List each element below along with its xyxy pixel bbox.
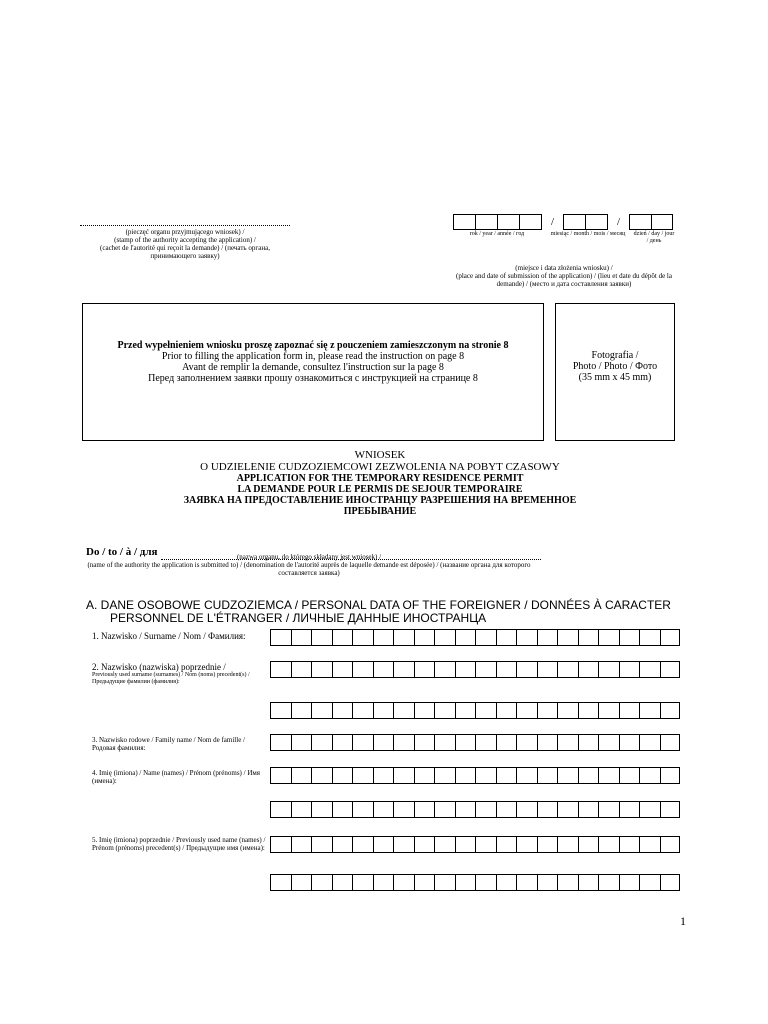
letter-cell[interactable] <box>557 836 578 853</box>
letter-cell[interactable] <box>352 767 373 784</box>
letter-cell[interactable] <box>496 801 517 818</box>
letter-cell[interactable] <box>557 661 578 678</box>
letter-cell[interactable] <box>270 734 291 751</box>
instruction-box <box>82 303 544 441</box>
letter-cell[interactable] <box>619 734 640 751</box>
letter-cell[interactable] <box>639 661 660 678</box>
year-label: rok / year / année / год <box>469 231 525 237</box>
letter-cell[interactable] <box>373 767 394 784</box>
letter-cell[interactable] <box>291 801 312 818</box>
letter-cell[interactable] <box>639 836 660 853</box>
recipient-sublabel <box>84 553 534 577</box>
day-cell[interactable] <box>651 214 673 230</box>
letter-cell[interactable] <box>352 661 373 678</box>
previous-first-name-grid-2[interactable] <box>270 874 680 891</box>
letter-cell[interactable] <box>598 661 619 678</box>
letter-cell[interactable] <box>598 702 619 719</box>
photo-box[interactable] <box>555 303 675 441</box>
instruction-en: Prior to filling the application form in, please read the instruction on page 8 <box>161 351 465 362</box>
photo-size: (35 mm x 45 mm) <box>578 372 652 383</box>
title-fr: LA DEMANDE POUR LE PERMIS DE SEJOUR TEMPORAIRE <box>237 484 523 495</box>
letter-cell[interactable] <box>578 661 599 678</box>
letter-cell[interactable] <box>270 629 291 646</box>
letter-cell[interactable] <box>455 767 476 784</box>
letter-cell[interactable] <box>455 661 476 678</box>
recipient-sub-2: (name of the authority the application is submitted to) / (denomination de l'autorité auprès de laquelle demande est déposée) / (название органа для которого составляется заявка) <box>87 561 531 577</box>
letter-cell[interactable] <box>393 874 414 891</box>
letter-cell[interactable] <box>537 767 558 784</box>
letter-cell[interactable] <box>455 702 476 719</box>
letter-cell[interactable] <box>639 702 660 719</box>
instruction-ru: Перед заполнением заявки прошу ознакомиться с инструкцией на странице 8 <box>148 373 478 384</box>
letter-cell[interactable] <box>660 702 681 719</box>
previous-first-name-label-text: 5. Imię (imiona) poprzednie / Previously used name (names) / Prénom (prénoms) precedent(s) / Предыдущие имя (имена): <box>92 836 266 852</box>
year-cell[interactable] <box>453 214 475 230</box>
stamp-label-pl: (pieczęć organu przyjmującego wniosek) / <box>125 228 245 236</box>
photo-label-1: Fotografia / <box>591 350 639 361</box>
date-separator: / <box>541 214 563 230</box>
letter-cell[interactable] <box>660 734 681 751</box>
letter-cell[interactable] <box>475 661 496 678</box>
letter-cell[interactable] <box>557 629 578 646</box>
letter-cell[interactable] <box>291 767 312 784</box>
letter-cell[interactable] <box>434 629 455 646</box>
first-name-grid-2[interactable] <box>270 801 680 818</box>
first-name-label-text: 4. Imię (imiona) / Name (names) / Prénom (prénoms) / Имя (имена): <box>92 769 261 785</box>
letter-cell[interactable] <box>393 661 414 678</box>
letter-cell[interactable] <box>352 801 373 818</box>
previous-surname-label-text: 2. Nazwisko (nazwiska) poprzednie / <box>92 662 226 672</box>
title-en: APPLICATION FOR THE TEMPORARY RESIDENCE PERMIT <box>236 473 524 484</box>
month-cell[interactable] <box>585 214 607 230</box>
year-cell[interactable] <box>475 214 497 230</box>
letter-cell[interactable] <box>496 767 517 784</box>
letter-cell[interactable] <box>598 734 619 751</box>
surname-grid[interactable] <box>270 629 680 646</box>
letter-cell[interactable] <box>373 734 394 751</box>
letter-cell[interactable] <box>352 874 373 891</box>
letter-cell[interactable] <box>393 734 414 751</box>
letter-cell[interactable] <box>475 836 496 853</box>
letter-cell[interactable] <box>639 734 660 751</box>
surname-label <box>92 631 267 641</box>
recipient-label: Do / to / à / для <box>86 546 158 558</box>
letter-cell[interactable] <box>311 801 332 818</box>
letter-cell[interactable] <box>414 801 435 818</box>
letter-cell[interactable] <box>455 629 476 646</box>
title-ru-2: ПРЕБЫВАНИЕ <box>343 506 417 517</box>
day-cell[interactable] <box>629 214 651 230</box>
letter-cell[interactable] <box>537 702 558 719</box>
letter-cell[interactable] <box>434 767 455 784</box>
letter-cell[interactable] <box>393 702 414 719</box>
month-cell[interactable] <box>563 214 585 230</box>
letter-cell[interactable] <box>537 734 558 751</box>
section-a-line2: PERSONNEL DE L'ÉTRANGER / ЛИЧНЫЕ ДАННЫЕ ИНОСТРАНЦА <box>110 611 487 625</box>
letter-cell[interactable] <box>557 767 578 784</box>
letter-cell[interactable] <box>270 767 291 784</box>
stamp-line <box>80 220 290 226</box>
photo-text <box>556 350 674 383</box>
form-title <box>80 449 680 517</box>
letter-cell[interactable] <box>475 629 496 646</box>
letter-cell[interactable] <box>639 874 660 891</box>
family-name-grid[interactable] <box>270 734 680 751</box>
letter-cell[interactable] <box>537 874 558 891</box>
letter-cell[interactable] <box>475 767 496 784</box>
letter-cell[interactable] <box>455 874 476 891</box>
instruction-text <box>83 340 543 384</box>
year-cell[interactable] <box>519 214 541 230</box>
letter-cell[interactable] <box>455 801 476 818</box>
letter-cell[interactable] <box>332 801 353 818</box>
previous-surname-grid-2[interactable] <box>270 702 680 719</box>
previous-surname-grid-1[interactable] <box>270 661 680 678</box>
letter-cell[interactable] <box>270 836 291 853</box>
letter-cell[interactable] <box>537 836 558 853</box>
letter-cell[interactable] <box>270 801 291 818</box>
letter-cell[interactable] <box>311 767 332 784</box>
letter-cell[interactable] <box>434 836 455 853</box>
letter-cell[interactable] <box>393 629 414 646</box>
date-labels <box>453 231 675 261</box>
letter-cell[interactable] <box>578 767 599 784</box>
letter-cell[interactable] <box>619 629 640 646</box>
letter-cell[interactable] <box>516 874 537 891</box>
letter-cell[interactable] <box>516 661 537 678</box>
letter-cell[interactable] <box>557 702 578 719</box>
letter-cell[interactable] <box>393 836 414 853</box>
letter-cell[interactable] <box>332 767 353 784</box>
letter-cell[interactable] <box>332 661 353 678</box>
letter-cell[interactable] <box>578 836 599 853</box>
letter-cell[interactable] <box>496 874 517 891</box>
letter-cell[interactable] <box>598 874 619 891</box>
letter-cell[interactable] <box>619 661 640 678</box>
place-date-line2: (place and date of submission of the application) / (lieu et date du dépôt de la demande) / (место и дата составления заявки) <box>456 272 672 288</box>
letter-cell[interactable] <box>619 836 640 853</box>
section-a-line1: A. DANE OSOBOWE CUDZOZIEMCA / PERSONAL DATA OF THE FOREIGNER / DONNÉES À CARACTER <box>86 598 671 612</box>
letter-cell[interactable] <box>311 702 332 719</box>
letter-cell[interactable] <box>537 801 558 818</box>
stamp-area <box>80 220 290 260</box>
month-label: miesiąc / month / mois / месяц <box>550 231 626 237</box>
letter-cell[interactable] <box>660 801 681 818</box>
letter-cell[interactable] <box>270 874 291 891</box>
letter-cell[interactable] <box>619 874 640 891</box>
first-name-label <box>92 769 267 785</box>
letter-cell[interactable] <box>311 629 332 646</box>
letter-cell[interactable] <box>639 767 660 784</box>
letter-cell[interactable] <box>516 702 537 719</box>
letter-cell[interactable] <box>393 801 414 818</box>
letter-cell[interactable] <box>414 874 435 891</box>
page-number: 1 <box>680 914 686 928</box>
letter-cell[interactable] <box>578 734 599 751</box>
letter-cell[interactable] <box>598 836 619 853</box>
letter-cell[interactable] <box>352 702 373 719</box>
letter-cell[interactable] <box>332 734 353 751</box>
letter-cell[interactable] <box>598 629 619 646</box>
letter-cell[interactable] <box>332 629 353 646</box>
letter-cell[interactable] <box>619 702 640 719</box>
letter-cell[interactable] <box>639 801 660 818</box>
letter-cell[interactable] <box>311 836 332 853</box>
letter-cell[interactable] <box>496 836 517 853</box>
date-grid[interactable] <box>453 214 673 230</box>
previous-surname-sublabel: Previously used surname (surnames) / Nom (noms) precedent(s) / Предыдущие фамилии (фамилия): <box>92 672 250 685</box>
letter-cell[interactable] <box>475 734 496 751</box>
letter-cell[interactable] <box>496 702 517 719</box>
previous-surname-label <box>92 662 267 686</box>
letter-cell[interactable] <box>578 702 599 719</box>
letter-cell[interactable] <box>291 734 312 751</box>
letter-cell[interactable] <box>557 734 578 751</box>
letter-cell[interactable] <box>660 629 681 646</box>
letter-cell[interactable] <box>516 767 537 784</box>
surname-label-text: 1. Nazwisko / Surname / Nom / Фамилия: <box>92 631 246 641</box>
letter-cell[interactable] <box>393 767 414 784</box>
previous-first-name-label <box>92 836 267 852</box>
letter-cell[interactable] <box>557 801 578 818</box>
previous-first-name-grid-1[interactable] <box>270 836 680 853</box>
letter-cell[interactable] <box>270 661 291 678</box>
letter-cell[interactable] <box>475 801 496 818</box>
place-date-label <box>450 264 678 288</box>
letter-cell[interactable] <box>434 702 455 719</box>
letter-cell[interactable] <box>414 702 435 719</box>
letter-cell[interactable] <box>291 661 312 678</box>
letter-cell[interactable] <box>496 629 517 646</box>
letter-cell[interactable] <box>537 629 558 646</box>
letter-cell[interactable] <box>496 661 517 678</box>
letter-cell[interactable] <box>311 874 332 891</box>
letter-cell[interactable] <box>373 661 394 678</box>
letter-cell[interactable] <box>373 874 394 891</box>
place-date-line1: (miejsce i data złożenia wniosku) / <box>515 264 613 272</box>
stamp-label-en: (stamp of the authority accepting the application) / <box>114 236 256 244</box>
letter-cell[interactable] <box>291 874 312 891</box>
day-label: dzień / day / jour / день <box>633 231 675 244</box>
letter-cell[interactable] <box>578 874 599 891</box>
letter-cell[interactable] <box>414 734 435 751</box>
letter-cell[interactable] <box>311 734 332 751</box>
letter-cell[interactable] <box>578 629 599 646</box>
recipient-sub-1: (nazwa organu, do którego składany jest wniosek) / <box>236 553 382 561</box>
section-a-heading <box>86 599 686 625</box>
letter-cell[interactable] <box>619 767 640 784</box>
letter-cell[interactable] <box>332 836 353 853</box>
letter-cell[interactable] <box>516 801 537 818</box>
letter-cell[interactable] <box>660 836 681 853</box>
letter-cell[interactable] <box>373 836 394 853</box>
letter-cell[interactable] <box>516 836 537 853</box>
letter-cell[interactable] <box>414 836 435 853</box>
letter-cell[interactable] <box>619 801 640 818</box>
instruction-pl: Przed wypełnieniem wniosku proszę zapoznać się z pouczeniem zamieszczonym na stronie 8 <box>117 340 509 351</box>
letter-cell[interactable] <box>475 874 496 891</box>
letter-cell[interactable] <box>557 874 578 891</box>
letter-cell[interactable] <box>311 661 332 678</box>
letter-cell[interactable] <box>291 629 312 646</box>
letter-cell[interactable] <box>455 836 476 853</box>
letter-cell[interactable] <box>291 836 312 853</box>
letter-cell[interactable] <box>434 874 455 891</box>
title-ru: ЗАЯВКА НА ПРЕДОСТАВЛЕНИЕ ИНОСТРАНЦУ РАЗРЕШЕНИЯ НА ВРЕМЕННОЕ <box>183 495 577 506</box>
letter-cell[interactable] <box>414 661 435 678</box>
family-name-label-text: 3. Nazwisko rodowe / Family name / Nom de famille / Родовая фамилия: <box>92 736 245 752</box>
letter-cell[interactable] <box>434 734 455 751</box>
letter-cell[interactable] <box>373 801 394 818</box>
year-cell[interactable] <box>497 214 519 230</box>
letter-cell[interactable] <box>598 801 619 818</box>
letter-cell[interactable] <box>434 801 455 818</box>
letter-cell[interactable] <box>434 661 455 678</box>
letter-cell[interactable] <box>352 734 373 751</box>
letter-cell[interactable] <box>660 661 681 678</box>
letter-cell[interactable] <box>291 702 312 719</box>
title-pl-2: O UDZIELENIE CUDZOZIEMCOWI ZEZWOLENIA NA POBYT CZASOWY <box>200 461 560 473</box>
letter-cell[interactable] <box>373 629 394 646</box>
letter-cell[interactable] <box>578 801 599 818</box>
letter-cell[interactable] <box>455 734 476 751</box>
date-separator: / <box>607 214 629 230</box>
letter-cell[interactable] <box>516 629 537 646</box>
stamp-label-fr-ru: (cachet de l'autorité qui reçoit la demande) / (печать органа, принимающего заявку) <box>100 244 270 260</box>
letter-cell[interactable] <box>332 702 353 719</box>
letter-cell[interactable] <box>660 874 681 891</box>
letter-cell[interactable] <box>270 702 291 719</box>
letter-cell[interactable] <box>537 661 558 678</box>
letter-cell[interactable] <box>660 767 681 784</box>
photo-label-2: Photo / Photo / Фото <box>572 361 658 372</box>
letter-cell[interactable] <box>352 629 373 646</box>
letter-cell[interactable] <box>516 734 537 751</box>
instruction-fr: Avant de remplir la demande, consultez l'instruction sur la page 8 <box>182 362 444 373</box>
letter-cell[interactable] <box>332 874 353 891</box>
letter-cell[interactable] <box>414 767 435 784</box>
letter-cell[interactable] <box>373 702 394 719</box>
letter-cell[interactable] <box>496 734 517 751</box>
family-name-label <box>92 736 267 752</box>
letter-cell[interactable] <box>414 629 435 646</box>
letter-cell[interactable] <box>352 836 373 853</box>
first-name-grid-1[interactable] <box>270 767 680 784</box>
title-pl-1: WNIOSEK <box>354 449 406 461</box>
letter-cell[interactable] <box>598 767 619 784</box>
letter-cell[interactable] <box>475 702 496 719</box>
letter-cell[interactable] <box>639 629 660 646</box>
